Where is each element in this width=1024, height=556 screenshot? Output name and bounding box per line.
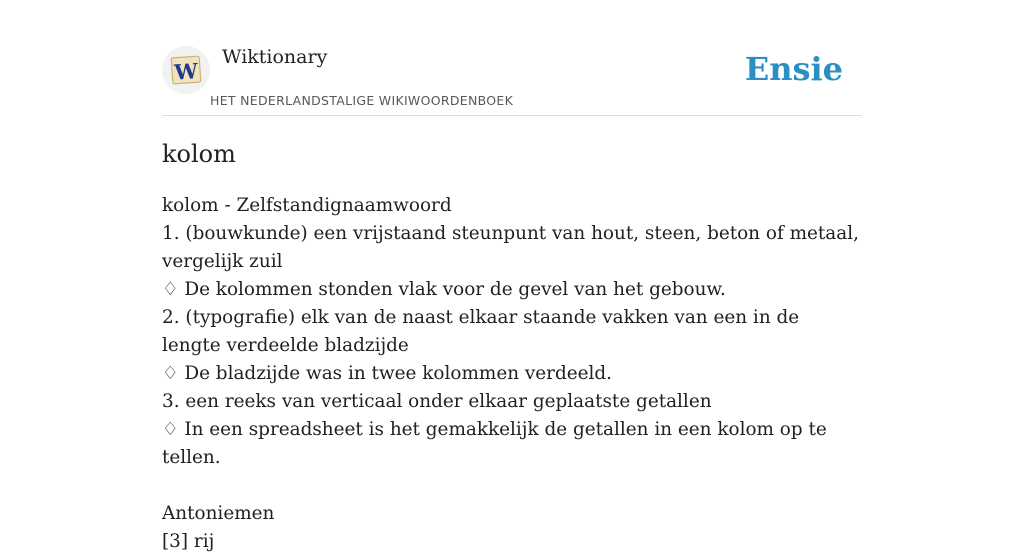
sense-3: 3. een reeks van verticaal onder elkaar geplaatste getallen xyxy=(162,391,712,412)
entry-heading: kolom - Zelfstandignaamwoord xyxy=(162,195,452,216)
wiktionary-logo-icon[interactable] xyxy=(162,46,210,94)
sense-1: 1. (bouwkunde) een vrijstaand steunpunt van hout, steen, beton of metaal, vergelijk zuil xyxy=(162,223,859,272)
site-tagline: HET NEDERLANDSTALIGE WIKIWOORDENBOEK xyxy=(210,93,514,108)
sense-2: 2. (typografie) elk van de naast elkaar staande vakken van een in de lengte verdeelde bladzijde xyxy=(162,307,800,356)
logo-letter: W xyxy=(173,58,199,85)
page-title: kolom xyxy=(162,140,236,168)
definition-body xyxy=(162,192,862,556)
site-header xyxy=(162,0,862,116)
site-title-link[interactable]: Wiktionary xyxy=(222,46,328,68)
spacer xyxy=(162,472,862,500)
ensie-brand-link[interactable]: Ensie xyxy=(744,50,843,88)
example-3: ♢ In een spreadsheet is het gemakkelijk de getallen in een kolom op te tellen. xyxy=(162,419,827,468)
example-1: ♢ De kolommen stonden vlak voor de gevel van het gebouw. xyxy=(162,279,726,300)
page-container xyxy=(162,0,862,552)
antonym-item: [3] rij xyxy=(162,531,215,552)
antonyms-heading: Antoniemen xyxy=(162,503,275,524)
example-2: ♢ De bladzijde was in twee kolommen verdeeld. xyxy=(162,363,613,384)
wiktionary-tile-icon xyxy=(166,50,206,90)
